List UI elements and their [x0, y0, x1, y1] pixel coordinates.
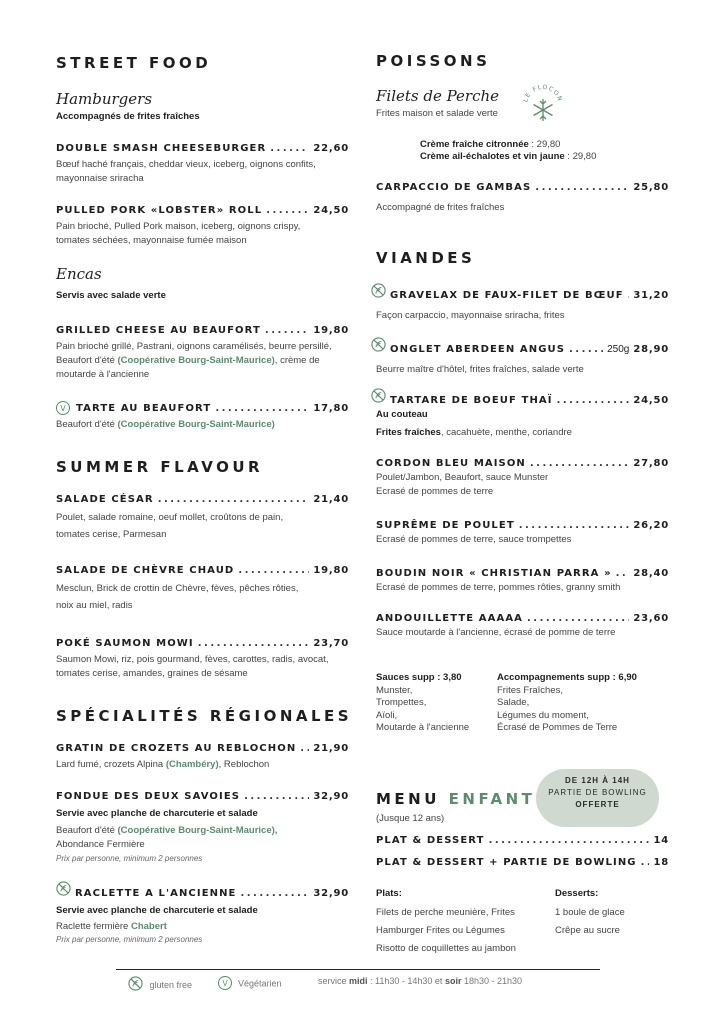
item-desc: Façon carpaccio, mayonnaise sriracha, frites: [376, 310, 565, 321]
item-desc: tomates séchées, mayonnaise fumée maison: [56, 235, 247, 246]
item-desc: noix au miel, radis: [56, 600, 133, 611]
menu-item: [371, 283, 669, 323]
service-hours: [318, 976, 522, 986]
plat-item: Risotto de coquillettes au jambon: [376, 943, 516, 954]
menu-item: [56, 791, 349, 863]
item-note: Prix par personne, minimum 2 personnes: [56, 935, 203, 944]
sauce-item: Trompettes,: [376, 697, 427, 708]
accomp-item: Salade,: [497, 697, 530, 708]
gluten-free-icon: [371, 337, 386, 352]
menu-enfant-title-2: ENFANT: [448, 790, 536, 808]
le-flocon-logo: [518, 80, 568, 130]
filets-title: Filets de Perche: [376, 87, 500, 105]
item-desc: mayonnaise sriracha: [56, 173, 144, 184]
item-price: 19,80: [313, 325, 349, 336]
item-price: 26,20: [633, 520, 669, 531]
sauces-supplements: [376, 672, 469, 735]
bowling-offer-badge: [536, 769, 659, 827]
item-desc: Poulet, salade romaine, oeuf mollet, croûtons de pain,: [56, 512, 284, 523]
item-desc: Bœuf haché français, cheddar vieux, iceberg, oignons confits,: [56, 159, 316, 170]
item-price: 23,60: [633, 613, 669, 624]
filets-option: [420, 139, 560, 152]
legend-veg-label: Végétarien: [238, 978, 282, 989]
item-name: DOUBLE SMASH CHEESEBURGER: [56, 143, 267, 154]
item-name: RACLETTE A L'ANCIENNE: [75, 888, 237, 899]
menu-item: [376, 458, 669, 499]
plats-title: Plats:: [376, 888, 402, 899]
item-price: 31,20: [633, 290, 669, 301]
legend-vegetarian: [218, 976, 282, 990]
item-subtitle: Servie avec planche de charcuterie et salade: [56, 808, 258, 819]
item-desc: , cacahuète, menthe, coriandre: [440, 427, 572, 438]
viandes-title: VIANDES: [376, 249, 476, 267]
item-desc: Sauce moutarde à l'ancienne, écrasé de pomme de terre: [376, 627, 616, 638]
item-subtitle: Au couteau: [376, 409, 428, 420]
item-price: 24,50: [313, 205, 349, 216]
accomp-item: Écrasé de Pommes de Terre: [497, 722, 618, 733]
item-desc: Pain brioché, Pulled Pork maison, iceberg, oignons crispy,: [56, 221, 301, 232]
item-price: 19,80: [313, 565, 349, 576]
plat-item: Filets de perche meunière, Frites: [376, 907, 515, 918]
gluten-free-icon: [128, 976, 143, 991]
item-desc: tomates cerise, Parmesan: [56, 529, 167, 540]
menu-enfant-title-1: MENU: [376, 790, 440, 808]
dessert-item: 1 boule de glace: [555, 907, 625, 918]
plats-list: [376, 888, 516, 958]
menu-item: [56, 401, 349, 432]
menu-enfant-age: (Jusque 12 ans): [376, 813, 445, 824]
item-subtitle: Servie avec planche de charcuterie et salade: [56, 905, 258, 916]
item-name: TARTE AU BEAUFORT: [76, 402, 212, 414]
snowflake-icon: [534, 99, 553, 121]
legend-gluten-free: [128, 976, 192, 991]
accomp-item: Frites Fraîches,: [497, 684, 563, 696]
item-name: TARTARE DE BOEUF THAÏ: [390, 395, 553, 406]
sauces-title: Sauces supp : 3,80: [376, 672, 462, 683]
item-desc: Beaufort d'été: [56, 419, 118, 430]
option-label: Crème fraîche citronnée: [420, 139, 529, 150]
item-name: GRATIN DE CROZETS AU REBLOCHON: [56, 743, 297, 754]
item-price: 24,50: [633, 395, 669, 406]
dessert-item: Crêpe au sucre: [555, 925, 620, 936]
producer-name: (Coopérative Bourg-Saint-Maurice): [117, 355, 275, 366]
item-desc: Raclette fermière: [56, 921, 131, 932]
item-desc: Frites fraîches: [376, 427, 441, 438]
item-note: Prix par personne, minimum 2 personnes: [56, 854, 203, 863]
item-desc: Accompagné de frites fraîches: [376, 202, 505, 213]
item-weight: 250g: [607, 344, 630, 355]
item-price: 21,40: [313, 494, 349, 505]
producer-name: (Chambéry): [165, 759, 219, 770]
item-name: PLAT & DESSERT + PARTIE DE BOWLING: [376, 857, 637, 868]
encas-title: Encas: [56, 265, 102, 283]
item-desc: moutarde à l'ancienne: [56, 369, 150, 380]
item-name: SALADE DE CHÈVRE CHAUD: [56, 565, 235, 576]
item-name: PULLED PORK «LOBSTER» ROLL: [56, 205, 263, 216]
item-desc: , crème de: [274, 355, 320, 366]
item-name: CARPACCIO DE GAMBAS: [376, 182, 532, 193]
accompagnements-title: Accompagnements supp : 6,90: [497, 672, 637, 683]
sauce-item: Aïoli,: [376, 709, 398, 721]
gluten-free-icon: [371, 388, 386, 403]
menu-item: [376, 857, 669, 868]
badge-offer: OFFERTE: [575, 800, 620, 809]
menu-item: [56, 565, 349, 614]
item-desc: Ecrasé de pommes de terre: [376, 486, 494, 497]
gluten-free-icon: [56, 881, 71, 896]
menu-item: [376, 568, 669, 595]
summer-flavour-title: SUMMER FLAVOUR: [56, 458, 264, 476]
item-name: PLAT & DESSERT: [376, 835, 485, 846]
item-desc: Pain brioché grillé, Pastrani, oignons caramélisés, beurre persillé,: [56, 341, 332, 352]
menu-item: [376, 520, 669, 547]
item-desc: Ecrasé de pommes de terre, pommes rôties, granny smith: [376, 582, 621, 593]
menu-item: [56, 881, 349, 944]
menu-item: [376, 182, 669, 215]
item-name: POKÉ SAUMON MOWI: [56, 638, 194, 649]
service-text: 18h30 - 21h30: [461, 976, 523, 986]
desserts-list: [555, 888, 625, 940]
encas-subtitle: Servis avec salade verte: [56, 290, 166, 301]
item-desc: Beaufort d'été: [56, 355, 118, 366]
poissons-title: POISSONS: [376, 52, 491, 70]
menu-item: [371, 337, 669, 377]
menu-item: [371, 388, 669, 440]
item-name: GRAVELAX DE FAUX-FILET DE BŒUF: [390, 290, 624, 301]
item-price: 28,90: [633, 344, 669, 355]
menu-item: [56, 494, 349, 543]
gluten-free-icon: [371, 283, 386, 298]
item-price: 27,80: [633, 458, 669, 469]
svg-text:· LE FLOCON ·: LE FLOCON: [522, 83, 564, 103]
menu-item: [56, 743, 349, 772]
producer-name: Chabert: [130, 921, 167, 932]
item-name: CORDON BLEU MAISON: [376, 458, 526, 469]
item-desc: Beaufort d'été: [56, 825, 118, 836]
item-price: 18: [653, 857, 669, 868]
filets-subtitle: Frites maison et salade verte: [376, 108, 498, 119]
badge-hours: DE 12H À 14H: [565, 776, 630, 785]
filets-option: [420, 151, 596, 164]
sauce-item: Munster,: [376, 684, 413, 696]
badge-text: PARTIE DE BOWLING: [548, 788, 647, 797]
menu-item: [376, 835, 669, 846]
footer-divider: [116, 969, 600, 970]
item-desc: Beurre maître d'hôtel, frites fraîches, salade verte: [376, 364, 584, 375]
item-desc: , Reblochon: [218, 759, 270, 770]
item-name: GRILLED CHEESE AU BEAUFORT: [56, 325, 261, 336]
item-desc: Saumon Mowi, riz, pois gourmand, fèves, carottes, radis, avocat,: [56, 654, 329, 665]
item-price: 23,70: [313, 638, 349, 649]
item-desc: Poulet/Jambon, Beaufort, sauce Munster: [376, 472, 549, 483]
item-price: 32,90: [313, 791, 349, 802]
legend-gluten-label: gluten free: [149, 980, 193, 990]
item-desc: Lard fumé, crozets Alpina: [56, 759, 166, 770]
option-label: Crème ail-échalotes et vin jaune: [420, 151, 565, 162]
item-name: ONGLET ABERDEEN ANGUS: [390, 344, 566, 355]
item-price: 21,90: [313, 743, 349, 754]
menu-item: [56, 638, 349, 681]
item-desc: Abondance Fermière: [56, 839, 145, 850]
item-price: 14: [653, 835, 669, 846]
menu-item: [56, 325, 349, 382]
sauce-item: Moutarde à l'ancienne: [376, 722, 470, 733]
desserts-title: Desserts:: [555, 888, 599, 899]
menu-enfant-title: [376, 790, 535, 808]
specialites-title: SPÉCIALITÉS RÉGIONALES: [56, 707, 353, 725]
option-price: : 29,80: [564, 151, 597, 162]
service-midi: midi: [349, 976, 368, 986]
menu-item: [56, 143, 349, 186]
item-price: 17,80: [313, 402, 349, 414]
service-text: : 11h30 - 14h30 et: [367, 976, 445, 986]
item-price: 25,80: [633, 182, 669, 193]
menu-item: [56, 205, 349, 248]
item-price: 22,60: [313, 143, 349, 154]
street-food-title: STREET FOOD: [56, 54, 212, 72]
item-desc: Ecrasé de pommes de terre, sauce trompettes: [376, 534, 572, 545]
producer-name: (Coopérative Bourg-Saint-Maurice),: [117, 825, 278, 836]
vegetarian-icon: V: [56, 401, 70, 415]
accomp-item: Légumes du moment,: [497, 709, 589, 721]
item-desc: tomates cerise, amandes, graines de sésame: [56, 668, 248, 679]
option-price: : 29,80: [528, 139, 561, 150]
vegetarian-icon: V: [218, 976, 232, 990]
item-name: SUPRÊME DE POULET: [376, 520, 515, 531]
plat-item: Hamburger Frites ou Légumes: [376, 925, 505, 936]
menu-item: [376, 613, 669, 640]
hamburgers-subtitle: Accompagnés de frites fraîches: [56, 111, 200, 122]
item-name: FONDUE DES DEUX SAVOIES: [56, 791, 241, 802]
item-name: BOUDIN NOIR « CHRISTIAN PARRA »: [376, 568, 612, 579]
hamburgers-title: Hamburgers: [56, 90, 153, 108]
item-name: ANDOUILLETTE AAAAA: [376, 613, 524, 624]
item-desc: Mesclun, Brick de crottin de Chèvre, fèves, pêches rôties,: [56, 583, 299, 594]
service-soir: soir: [444, 976, 462, 986]
producer-name: (Coopérative Bourg-Saint-Maurice): [117, 419, 275, 430]
service-text: service: [318, 976, 350, 986]
item-name: SALADE CÉSAR: [56, 494, 154, 505]
item-price: 28,40: [633, 568, 669, 579]
accompagnements-supplements: [497, 672, 637, 735]
item-price: 32,90: [313, 888, 349, 899]
